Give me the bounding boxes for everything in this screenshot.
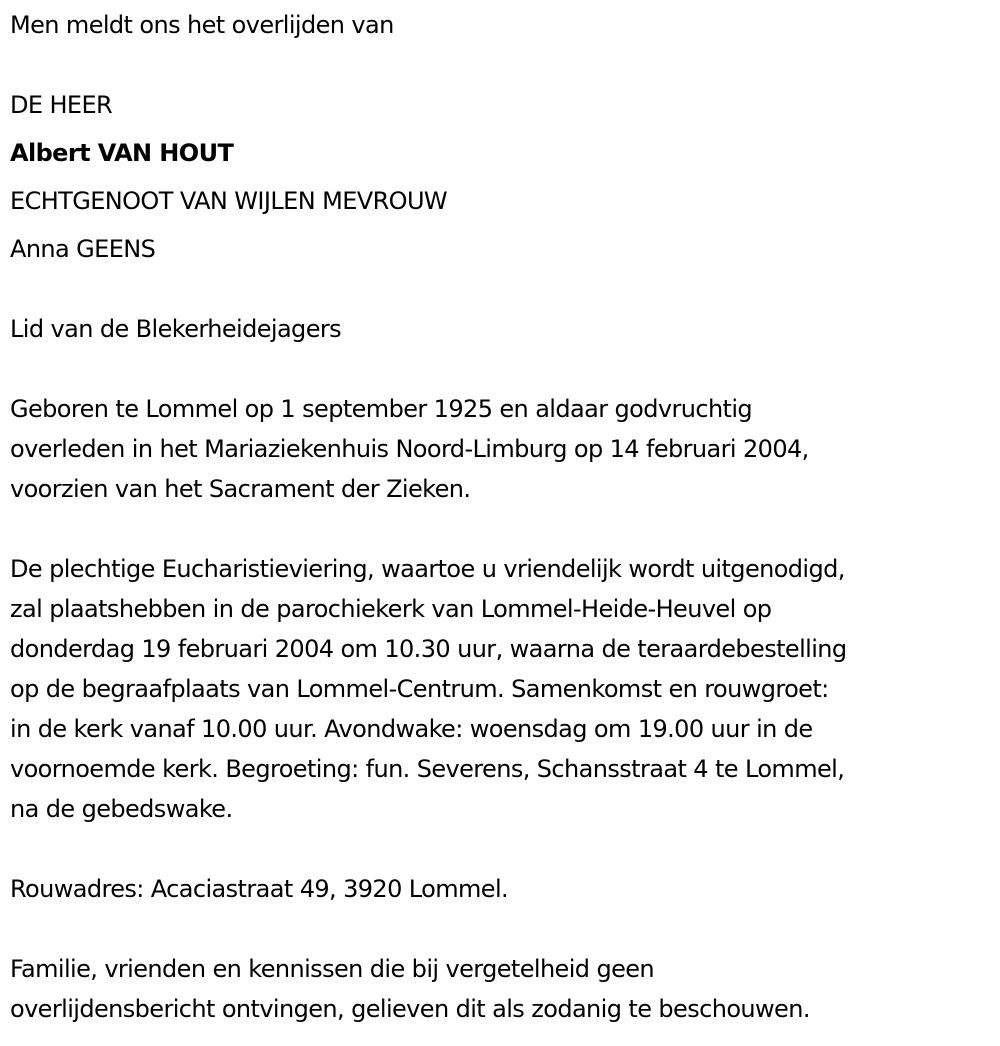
ceremony-line: zal plaatshebben in de parochiekerk van Lommel-Heide-Heuvel op [10,595,772,623]
ceremony-line: De plechtige Eucharistieviering, waartoe u vriendelijk wordt uitgenodigd, [10,555,845,583]
ceremony-line: op de begraafplaats van Lommel-Centrum. Samenkomst en rouwgroet: [10,675,829,703]
closing-line: overlijdensbericht ontvingen, gelieven dit als zodanig te beschouwen. [10,995,810,1023]
deceased-name: Albert VAN HOUT [10,139,234,167]
relation-text: ECHTGENOOT VAN WIJLEN MEVROUW [10,187,448,215]
ceremony-line: donderdag 19 februari 2004 om 10.30 uur, waarna de teraardebestelling [10,635,847,663]
intro-text: Men meldt ons het overlijden van [10,11,394,39]
birth-death-line: voorzien van het Sacrament der Zieken. [10,475,471,503]
mourning-address: Rouwadres: Acaciastraat 49, 3920 Lommel. [10,875,509,903]
ceremony-line: na de gebedswake. [10,795,233,823]
ceremony-line: voornoemde kerk. Begroeting: fun. Severens, Schansstraat 4 te Lommel, [10,755,845,783]
title-prefix: DE HEER [10,91,113,119]
membership-text: Lid van de Blekerheidejagers [10,315,342,343]
ceremony-line: in de kerk vanaf 10.00 uur. Avondwake: woensdag om 19.00 uur in de [10,715,813,743]
closing-line: Familie, vrienden en kennissen die bij vergetelheid geen [10,955,655,983]
birth-death-line: Geboren te Lommel op 1 september 1925 en aldaar godvruchtig [10,395,753,423]
spouse-name: Anna GEENS [10,235,156,263]
birth-death-line: overleden in het Mariaziekenhuis Noord-Limburg op 14 februari 2004, [10,435,809,463]
